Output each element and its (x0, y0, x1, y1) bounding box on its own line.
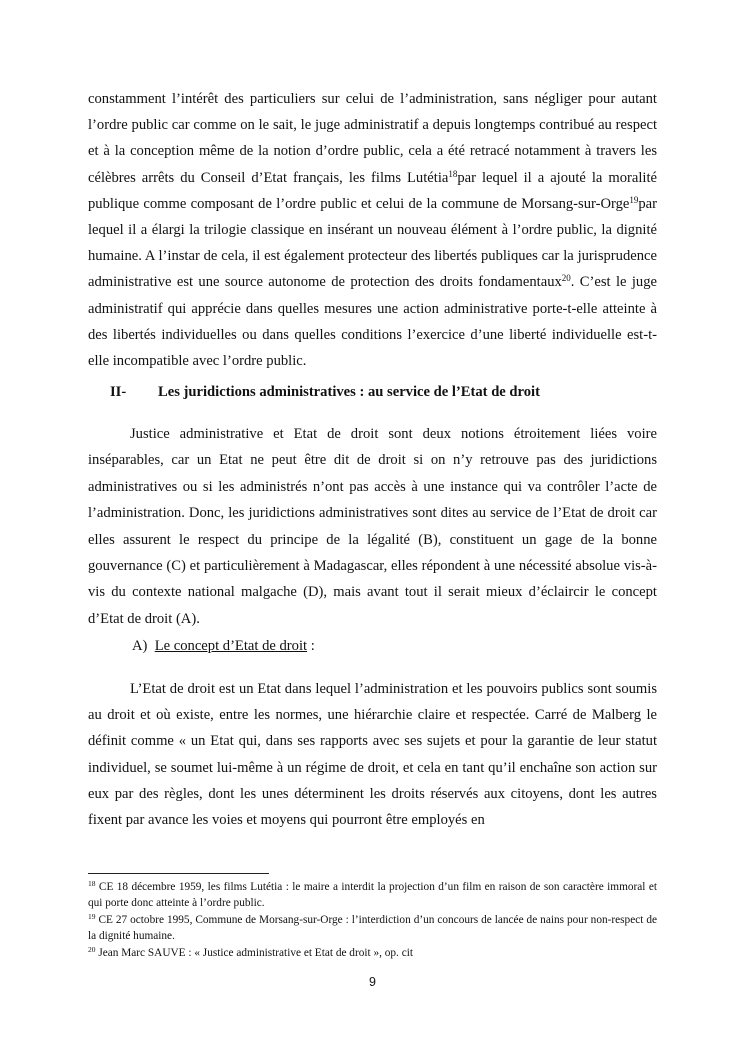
paragraph-1-text-d: . C’est le juge administratif qui apprécie dans quelles mesures une action administrative porte-t-elle atteinte à des libertés individuelles ou dans quelles conditions l’exercice d’une liberté individuelle est-t-elle incompatible avec l’ordre public. (88, 274, 657, 370)
footnote-ref-20[interactable]: 20 (561, 273, 571, 284)
paragraph-1-text-c: par lequel il a élargi la trilogie classique en insérant un nouveau élément à l’ordre public, la dignité humaine. A l’instar de cela, il est également protecteur des libertés publiques car la jurisprudence administrative est une source autonome de protection des droits fondamentaux (88, 195, 657, 291)
subsection-letter: A) (132, 638, 148, 654)
footnote-18 (88, 879, 657, 912)
section-heading (110, 384, 540, 401)
footnote-ref-19[interactable]: 19 (629, 194, 639, 205)
paragraph-1 (88, 86, 657, 374)
footnote-20 (88, 945, 657, 961)
section-number: II- (110, 384, 127, 400)
paragraph-2: Justice administrative et Etat de droit sont deux notions étroitement liées voire inséparables, car un Etat ne peut être dit de droit si on n’y retrouve pas des juridictions administratives ou si les administrés n’ont pas accès à une instance qui va contrôler l’acte de l’administration. Donc, les juridictions administratives sont dites au service de l’Etat de droit car elles assurent le respect du principe de la légalité (B), constituent un gage de la bonne gouvernance (C) et particulièrement à Madagascar, elles répondent à une nécessité absolue vis-à-vis du contexte national malgache (D), mais avant tout il serait mieux d’éclaircir le concept d’Etat de droit (A). (88, 426, 657, 627)
footnote-separator (88, 873, 269, 874)
footnote-text: CE 27 octobre 1995, Commune de Morsang-sur-Orge : l’interdiction d’un concours de lancée de nains pour non-respect de la dignité humaine. (88, 913, 657, 943)
footnote-number: 18 (88, 879, 96, 888)
subsection-title: Le concept d’Etat de droit (154, 638, 308, 654)
footnotes (88, 879, 657, 961)
paragraph-1-text-b: par lequel il a ajouté la moralité publique comme composant de l’ordre public et celui de la commune de Morsang-sur-Orge (88, 169, 657, 212)
footnote-number: 20 (88, 944, 96, 954)
footnote-19 (88, 912, 657, 945)
footnote-ref-18[interactable]: 18 (448, 168, 458, 179)
paragraph-1-text-a: constamment l’intérêt des particuliers sur celui de l’administration, sans négliger pour autant l’ordre public car comme on le sait, le juge administratif a depuis longtemps contribué au respect et à la conception même de la notion d’ordre public, cela a été retracé notamment à travers les célèbres arrêts du Conseil d’Etat français, les films Lutétia (88, 91, 657, 186)
subsection-heading (132, 638, 315, 655)
paragraph-3: L’Etat de droit est un Etat dans lequel l’administration et les pouvoirs publics sont soumis au droit et où existe, entre les normes, une hiérarchie claire et respectée. Carré de Malberg le définit comme « un Etat qui, dans ses rapports avec ses sujets et pour la garantie de leur statut individuel, se soumet lui-même à un régime de droit, et cela en tant qu’il enchaîne son action sur eux par des règles, dont les unes déterminent les droits réservés aux citoyens, dont les autres fixent par avance les voies et moyens qui pourront être employés en (88, 681, 657, 829)
page-number: 9 (369, 975, 376, 989)
subsection-suffix: : (307, 638, 315, 654)
section-title: Les juridictions administratives : au service de l’Etat de droit (158, 384, 540, 400)
footnote-text: Jean Marc SAUVE : « Justice administrative et Etat de droit », op. cit (95, 946, 413, 959)
footnote-number: 19 (88, 911, 96, 921)
footnote-text: CE 18 décembre 1959, les films Lutétia : le maire a interdit la projection d’un film en raison de son caractère immoral et qui porte donc atteinte à l’ordre public. (88, 881, 657, 910)
